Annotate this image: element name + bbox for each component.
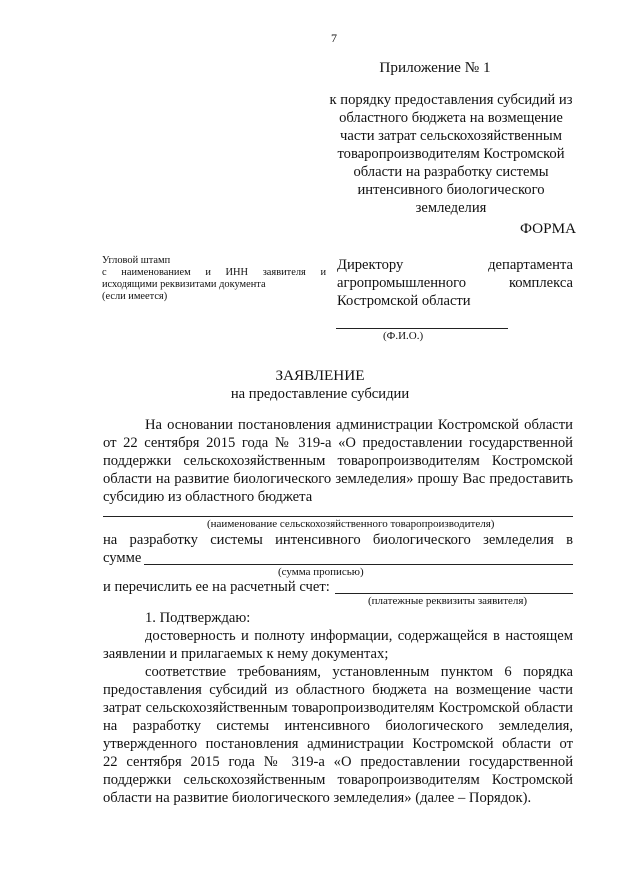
appendix-line: интенсивного биологического xyxy=(357,182,545,198)
confirm-line xyxy=(103,627,573,645)
producer-name-line xyxy=(103,516,573,517)
word: информации, xyxy=(310,628,393,644)
word: прошу xyxy=(417,471,459,487)
sum-line xyxy=(144,564,573,565)
word: утвержденного xyxy=(103,736,198,752)
word: предоставлении xyxy=(362,435,463,451)
word: на xyxy=(103,718,118,734)
word: администрации xyxy=(336,417,433,433)
addressee-word: агропромышленного xyxy=(337,275,467,291)
confirm-title: 1. Подтверждаю: xyxy=(145,610,251,626)
word: 6 xyxy=(504,664,512,680)
word: земледелия» xyxy=(335,471,414,487)
word: № xyxy=(274,435,292,451)
word: установленным xyxy=(332,664,430,680)
word: товаропроизводителям xyxy=(337,453,480,469)
word: на xyxy=(434,682,449,698)
stamp-title: Угловой штамп xyxy=(102,255,171,266)
producer-caption: (наименование сельскохозяйственного товаропроизводителя) xyxy=(207,518,495,530)
word: 2015 xyxy=(190,754,220,770)
intro-line xyxy=(103,470,573,488)
appendix-line: части затрат сельскохозяйственным xyxy=(340,128,562,144)
document-subtitle: на предоставление субсидии xyxy=(230,386,410,402)
word: системы xyxy=(216,718,270,734)
word: Костромской xyxy=(491,453,573,469)
stamp-line: исходящими реквизитами документа xyxy=(102,279,266,290)
account-line xyxy=(335,593,573,594)
word: государственной xyxy=(469,754,574,770)
addressee-word: комплекса xyxy=(508,275,573,291)
word: администрации xyxy=(307,736,404,752)
stamp-word: ИНН xyxy=(225,267,249,278)
intro-line xyxy=(103,452,573,470)
word: государственной xyxy=(468,435,573,451)
word: системы xyxy=(210,532,263,548)
appendix-line: земледелия xyxy=(415,200,487,216)
appendix-line: областного бюджета на возмещение xyxy=(339,110,563,126)
word: области xyxy=(502,736,551,752)
addressee-word: департамента xyxy=(488,257,573,273)
word: предоставления xyxy=(103,682,202,698)
addressee-word: Директору xyxy=(337,257,404,273)
word: Костромской xyxy=(412,736,494,752)
fio-caption: (Ф.И.О.) xyxy=(383,330,424,342)
word: товаропроизводителям xyxy=(337,772,480,788)
intro-line: субсидию из областного бюджета xyxy=(103,489,313,505)
intro-line xyxy=(103,416,573,434)
word: сельскохозяйственным xyxy=(183,772,326,788)
word: Вас xyxy=(462,471,486,487)
word: земледелия xyxy=(483,532,554,548)
word: 319-а xyxy=(298,435,332,451)
account-label: и перечислить ее на расчетный счет: xyxy=(103,579,330,595)
word: содержащейся xyxy=(397,628,488,644)
sum-caption: (сумма прописью) xyxy=(278,566,364,578)
addressee xyxy=(337,256,573,310)
word: развитие xyxy=(174,471,230,487)
word: предоставить xyxy=(489,471,574,487)
fio-line xyxy=(336,328,508,329)
appendix-title: Приложение № 1 xyxy=(379,59,491,76)
word: из xyxy=(274,682,289,698)
word: 22 xyxy=(103,754,118,770)
word: 22 xyxy=(123,435,138,451)
word: порядка xyxy=(523,664,573,680)
stamp-line xyxy=(102,267,326,279)
word: на xyxy=(103,532,118,548)
word: постановления xyxy=(238,417,331,433)
word: возмещение xyxy=(455,682,532,698)
word: поддержки xyxy=(103,772,172,788)
word: биологического xyxy=(385,718,484,734)
word: сентября xyxy=(126,754,182,770)
document-title: ЗАЯВЛЕНИЕ xyxy=(275,367,365,384)
word: На xyxy=(145,417,163,433)
confirm-line xyxy=(103,753,573,771)
word: в xyxy=(566,532,573,548)
form-label: ФОРМА xyxy=(520,220,577,237)
word: «О xyxy=(333,754,352,770)
confirm-line xyxy=(103,735,573,753)
word: от xyxy=(103,435,117,451)
addressee-line xyxy=(337,274,573,292)
word: года xyxy=(228,754,255,770)
word: земледелия, xyxy=(498,718,574,734)
page-number: 7 xyxy=(331,31,337,45)
appendix-line: товаропроизводителям Костромской xyxy=(337,146,565,162)
appendix-line: к порядку предоставления субсидий из xyxy=(329,92,573,108)
word: сельскохозяйственным xyxy=(145,700,288,716)
stamp-word: наименованием xyxy=(121,267,191,278)
word: товаропроизводителям xyxy=(291,700,435,716)
word: от xyxy=(559,736,573,752)
word: полноту xyxy=(254,628,305,644)
word: № xyxy=(263,754,283,770)
confirm-line xyxy=(103,771,573,789)
word: биологического xyxy=(372,532,471,548)
confirm-line xyxy=(103,681,573,699)
word: пунктом xyxy=(440,664,494,680)
confirm-line: заявлении и прилагаемых к нему документах; xyxy=(103,646,389,662)
stamp-word: заявителя xyxy=(262,267,306,278)
word: сельскохозяйственным xyxy=(183,453,326,469)
word: поддержки xyxy=(103,453,172,469)
confirm-line xyxy=(103,699,573,717)
word: затрат xyxy=(103,700,142,716)
word: области xyxy=(524,700,573,716)
confirm-line: области на развитие биологического земледелия» (далее – Порядок). xyxy=(103,790,532,806)
word: интенсивного xyxy=(275,532,361,548)
word: Костромской xyxy=(437,417,520,433)
word: областного xyxy=(295,682,365,698)
confirm-item-2 xyxy=(103,663,573,807)
word: предоставлении xyxy=(360,754,461,770)
word: интенсивного xyxy=(284,718,370,734)
word: и xyxy=(241,628,249,644)
word: части xyxy=(538,682,573,698)
confirm-line xyxy=(103,717,573,735)
word: достоверность xyxy=(145,628,236,644)
sum-label: сумме xyxy=(103,550,142,566)
stamp-word: и xyxy=(320,267,327,278)
word: основании xyxy=(167,417,233,433)
word: субсидий xyxy=(209,682,268,698)
word: требованиям, xyxy=(237,664,321,680)
word: сентября xyxy=(144,435,200,451)
intro-line xyxy=(103,434,573,452)
purpose-line xyxy=(103,531,573,549)
addressee-line: Костромской области xyxy=(337,293,471,309)
addressee-line xyxy=(337,256,573,274)
appendix-line: области на разработку системы xyxy=(353,164,549,180)
word: разработку xyxy=(129,532,198,548)
word: области xyxy=(103,471,152,487)
word: в xyxy=(493,628,500,644)
account-caption: (платежные реквизиты заявителя) xyxy=(368,595,528,607)
stamp-line: (если имеется) xyxy=(102,291,168,302)
confirm-line xyxy=(103,663,573,681)
word: «О xyxy=(338,435,356,451)
word: Костромской xyxy=(491,772,573,788)
word: разработку xyxy=(132,718,202,734)
word: Костромской xyxy=(438,700,520,716)
stamp-word: и xyxy=(205,267,211,278)
word: 2015 xyxy=(206,435,236,451)
word: соответствие xyxy=(145,664,227,680)
confirm-item-1 xyxy=(103,627,573,663)
word: биологического xyxy=(233,471,332,487)
word: бюджета xyxy=(372,682,427,698)
word: области xyxy=(524,417,573,433)
word: постановления xyxy=(205,736,299,752)
intro-paragraph xyxy=(103,416,573,506)
stamp-word: с xyxy=(102,267,107,278)
corner-stamp xyxy=(102,255,326,303)
word: года xyxy=(241,435,269,451)
appendix-basis xyxy=(320,91,582,217)
word: 319-а xyxy=(291,754,325,770)
word: настоящем xyxy=(505,628,573,644)
word: на xyxy=(155,471,171,487)
